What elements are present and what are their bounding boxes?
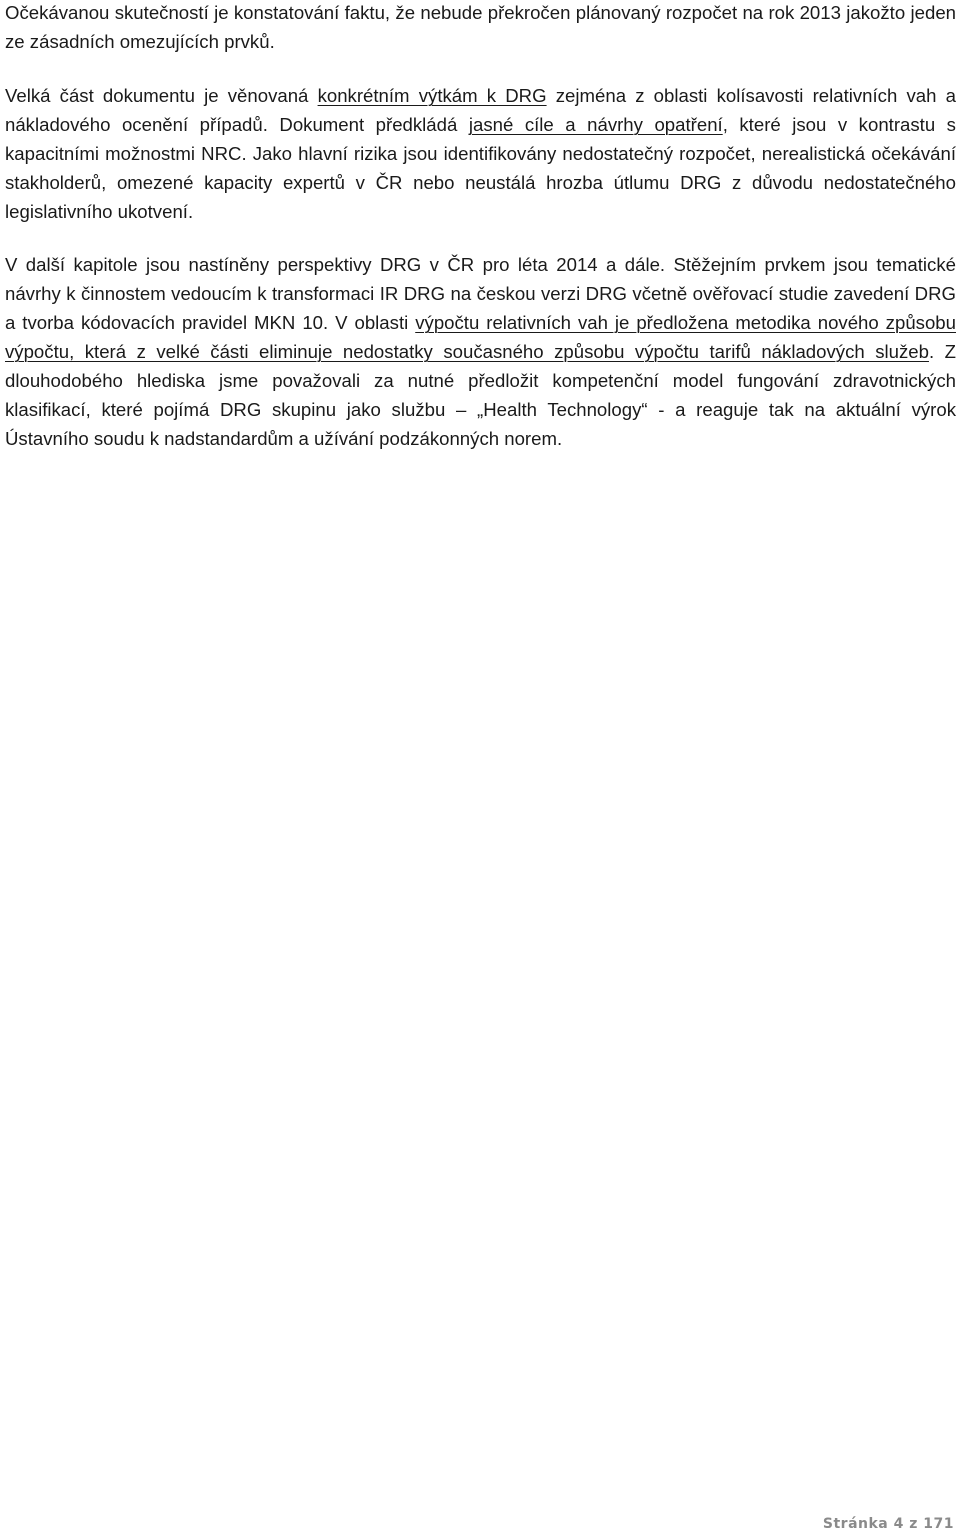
summary-underlined-drg-objections: konkrétním výtkám k DRG xyxy=(317,85,547,106)
perspectives-text-2: . Z dlouhodobého hlediska jsme považovali za nutné předložit kompetenční model fungování zdravotnických klasifikací, které pojímá DRG skupinu jako službu – „Health Technology“ - a reaguje tak na aktuální výrok Ústavního soudu k nadstandardům a užívání podzákonných norem. xyxy=(5,341,956,449)
summary-text-1: Velká část dokumentu je věnovaná xyxy=(5,85,318,106)
paragraph-perspectives xyxy=(5,250,956,453)
perspectives-underlined-methodology: výpočtu relativních vah je předložena metodika nového způsobu výpočtu, která z velké části eliminuje nedostatky současného způsobu výpočtu tarifů nákladových služeb xyxy=(5,312,956,362)
summary-text-2: zejména z oblasti kolísavosti relativních vah a nákladového ocenění případů. Dokument předkládá xyxy=(5,85,956,135)
summary-underlined-goals: jasné cíle a návrhy opatření xyxy=(468,114,723,135)
paragraph-budget xyxy=(5,0,956,56)
perspectives-text-1: V další kapitole jsou nastíněny perspektivy DRG v ČR pro léta 2014 a dále. Stěžejním prvkem jsou tematické návrhy k činnostem vedoucím k transformaci IR DRG na českou verzi DRG včetně ověřovací studie zavedení DRG a tvorba kódovacích pravidel MKN 10. V oblasti xyxy=(5,254,956,333)
paragraph-document-summary xyxy=(5,81,956,226)
summary-text-3: , které jsou v kontrastu s kapacitními možnostmi NRC. Jako hlavní rizika jsou identifikovány nedostatečný rozpočet, nerealistická očekávání stakholderů, omezené kapacity expertů v ČR nebo neustálá hrozba útlumu DRG z důvodu nedostatečného legislativního ukotvení. xyxy=(5,114,956,222)
paragraph-budget-text: Očekávanou skutečností je konstatování faktu, že nebude překročen plánovaný rozpočet na rok 2013 jakožto jeden ze zásadních omezujících prvků. xyxy=(5,2,956,52)
page-number: Stránka 4 z 171 xyxy=(822,1516,954,1532)
